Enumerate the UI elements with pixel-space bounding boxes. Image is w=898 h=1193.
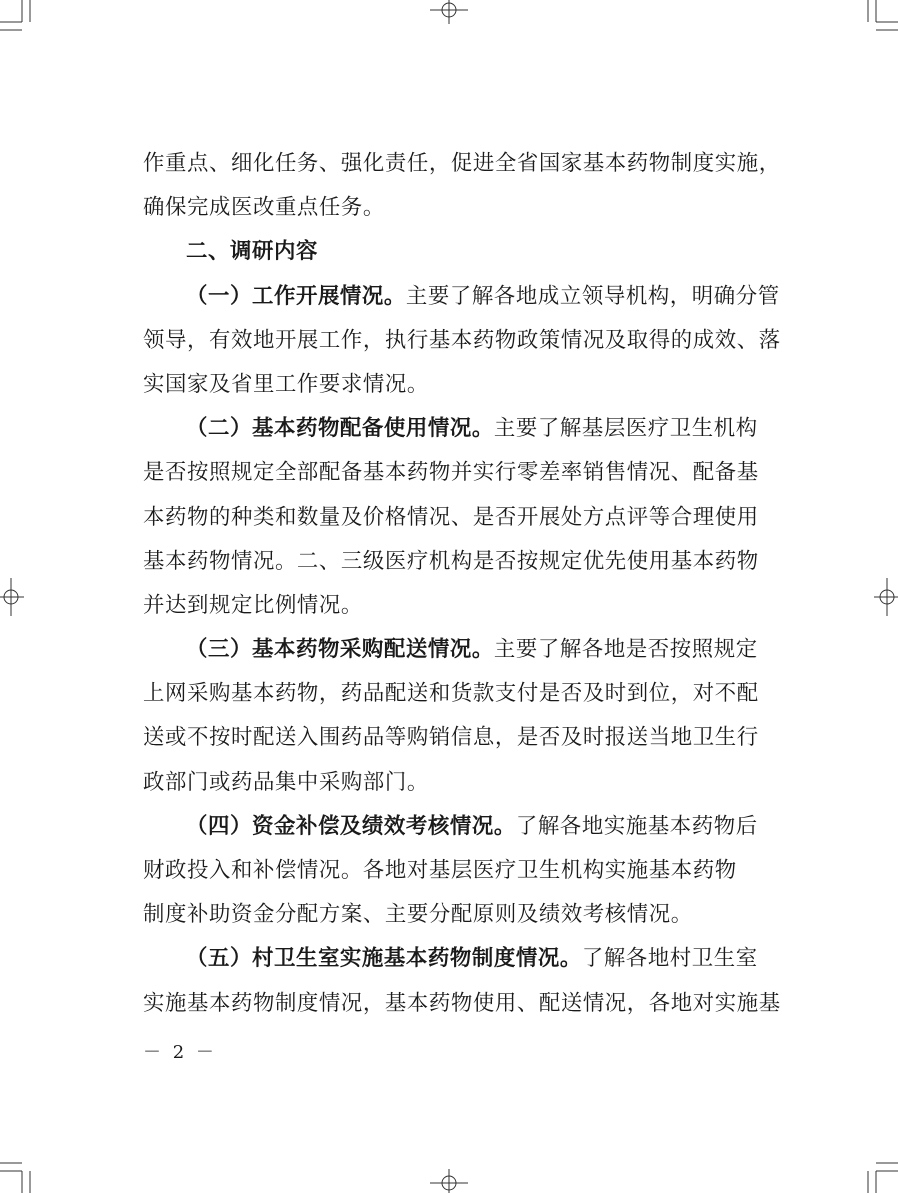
paragraph-first-line [143,275,780,319]
body-line: 送或不按时配送入围药品等购销信息，是否及时报送当地卫生行 [143,725,759,751]
subheading-lead: （三）基本药物采购配送情况。 [186,637,494,663]
paragraph-first-line [143,407,758,451]
body-text: 主要了解基层医疗卫生机构 [493,416,758,442]
body-line: 作重点、细化任务、强化责任，促进全省国家基本药物制度实施， [143,151,781,176]
paragraph-first-line [143,805,758,849]
page-number: － 2 － [143,1042,217,1063]
paragraph-first-line [143,628,758,672]
registration-mark-left [0,578,24,616]
body-line: 本药物的种类和数量及价格情况、是否开展处方点评等合理使用 [143,504,759,530]
body-text: 主要了解各地是否按照规定 [493,637,758,663]
body-line: 实施基本药物制度情况，基本药物使用、配送情况，各地对实施基 [143,990,781,1016]
body-line: 财政投入和补偿情况。各地对基层医疗卫生机构实施基本药物 [143,858,737,883]
subheading-lead: （二）基本药物配备使用情况。 [186,416,494,442]
body-line: 确保完成医改重点任务。 [143,195,385,221]
body-line: 实国家及省里工作要求情况。 [143,371,429,397]
subheading-lead: （四）资金补偿及绩效考核情况。 [186,813,516,839]
registration-mark-top [430,0,468,24]
subheading-lead: （五）村卫生室实施基本药物制度情况。 [186,946,582,972]
document-body [143,142,781,1026]
subheading-lead: （一）工作开展情况。 [186,283,406,309]
body-line: 制度补助资金分配方案、主要分配原则及绩效考核情况。 [143,902,693,928]
registration-mark-bottom [430,1169,468,1193]
registration-mark-right [874,578,898,616]
body-line: 并达到规定比例情况。 [143,592,363,618]
paragraph-first-line [143,937,758,981]
body-line: 领导，有效地开展工作，执行基本药物政策情况及取得的成效、落 [143,327,781,353]
body-line: 上网采购基本药物，药品配送和货款支付是否及时到位，对不配 [143,681,759,707]
body-line: 基本药物情况。二、三级医疗机构是否按规定优先使用基本药物 [143,548,759,574]
section-heading: 二、调研内容 [186,239,318,265]
body-text: 了解各地村卫生室 [581,946,758,972]
body-text: 了解各地实施基本药物后 [515,813,758,839]
body-text: 主要了解各地成立领导机构，明确分管 [405,283,780,309]
body-line: 政部门或药品集中采购部门。 [143,769,429,795]
body-line: 是否按照规定全部配备基本药物并实行零差率销售情况、配备基 [143,460,759,486]
